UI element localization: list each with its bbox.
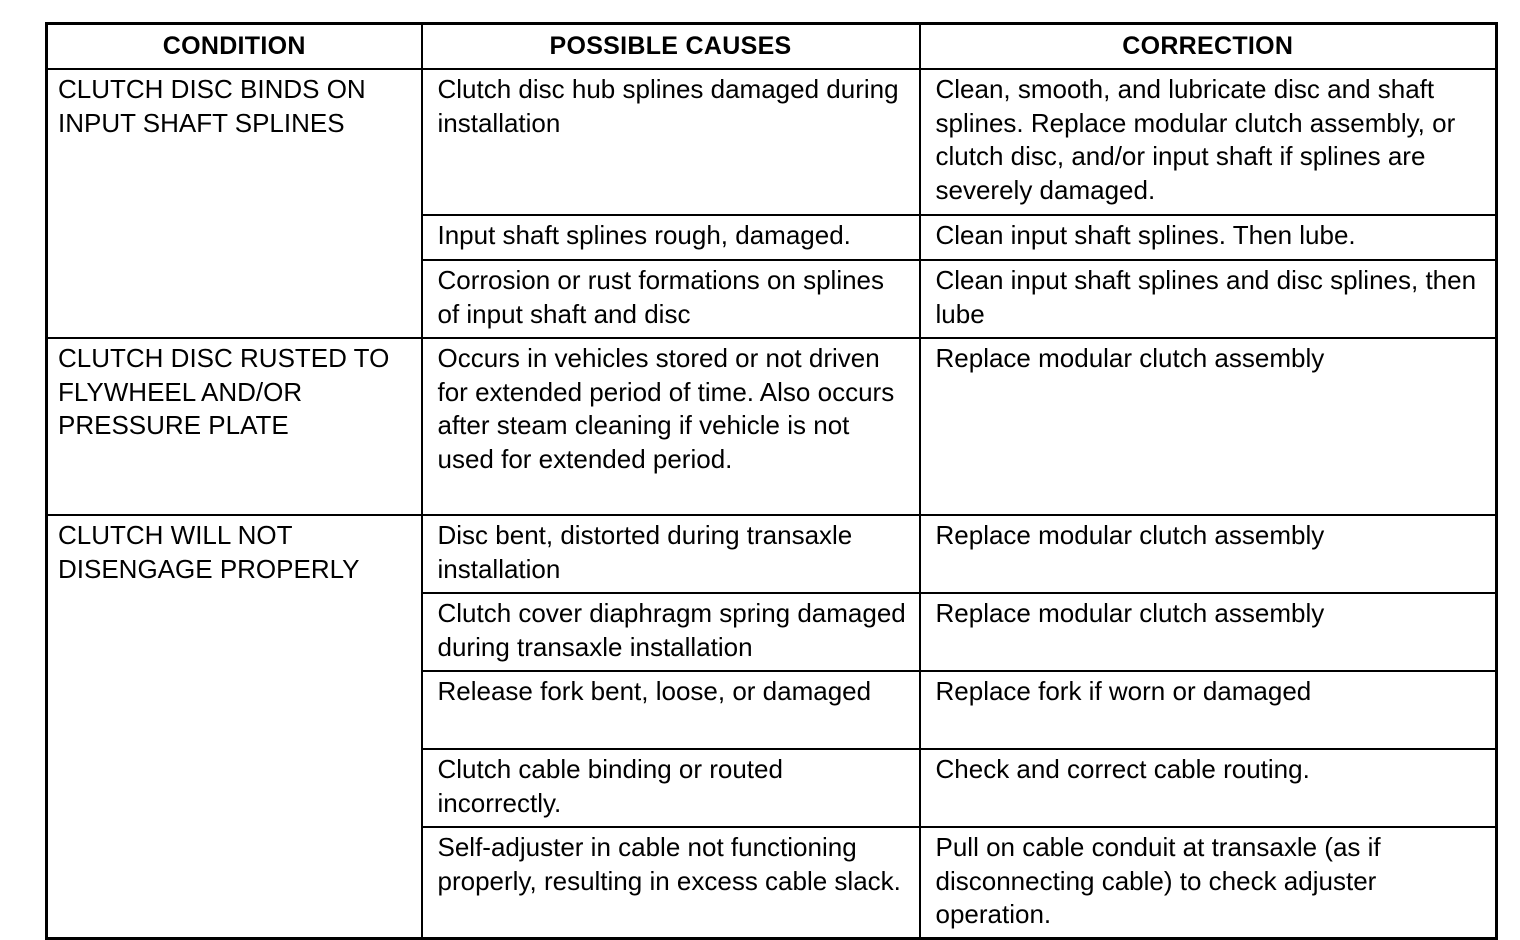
condition-cell: CLUTCH WILL NOT DISENGAGE PROPERLY (47, 515, 422, 939)
cause-cell: Release fork bent, loose, or damaged (422, 671, 920, 749)
cause-cell: Occurs in vehicles stored or not driven for extended period of time. Also occurs after steam cleaning if vehicle is not used for extended period. (422, 338, 920, 515)
correction-cell: Clean input shaft splines and disc splines, then lube (920, 260, 1497, 338)
correction-cell: Clean input shaft splines. Then lube. (920, 215, 1497, 260)
header-row (47, 24, 1497, 70)
correction-cell: Check and correct cable routing. (920, 749, 1497, 827)
condition-cell: CLUTCH DISC RUSTED TO FLYWHEEL AND/OR PRESSURE PLATE (47, 338, 422, 515)
correction-cell: Replace modular clutch assembly (920, 593, 1497, 671)
correction-cell: Replace modular clutch assembly (920, 338, 1497, 515)
cause-cell: Clutch disc hub splines damaged during installation (422, 69, 920, 215)
correction-cell: Replace modular clutch assembly (920, 515, 1497, 593)
table-body (47, 69, 1497, 939)
table-row (47, 338, 1497, 515)
correction-cell: Pull on cable conduit at transaxle (as if disconnecting cable) to check adjuster operation. (920, 827, 1497, 939)
diagnosis-table (45, 22, 1498, 940)
cause-cell: Input shaft splines rough, damaged. (422, 215, 920, 260)
table-row (47, 69, 1497, 215)
correction-cell: Clean, smooth, and lubricate disc and shaft splines. Replace modular clutch assembly, or clutch disc, and/or input shaft if splines are severely damaged. (920, 69, 1497, 215)
cause-cell: Disc bent, distorted during transaxle installation (422, 515, 920, 593)
cause-cell: Self-adjuster in cable not functioning properly, resulting in excess cable slack. (422, 827, 920, 939)
cause-cell: Clutch cover diaphragm spring damaged during transaxle installation (422, 593, 920, 671)
header-correction: CORRECTION (920, 24, 1497, 70)
header-possible-causes: POSSIBLE CAUSES (422, 24, 920, 70)
table-row (47, 515, 1497, 593)
condition-cell: CLUTCH DISC BINDS ON INPUT SHAFT SPLINES (47, 69, 422, 338)
correction-cell: Replace fork if worn or damaged (920, 671, 1497, 749)
cause-cell: Corrosion or rust formations on splines of input shaft and disc (422, 260, 920, 338)
header-condition: CONDITION (47, 24, 422, 70)
cause-cell: Clutch cable binding or routed incorrectly. (422, 749, 920, 827)
table-header (47, 24, 1497, 70)
